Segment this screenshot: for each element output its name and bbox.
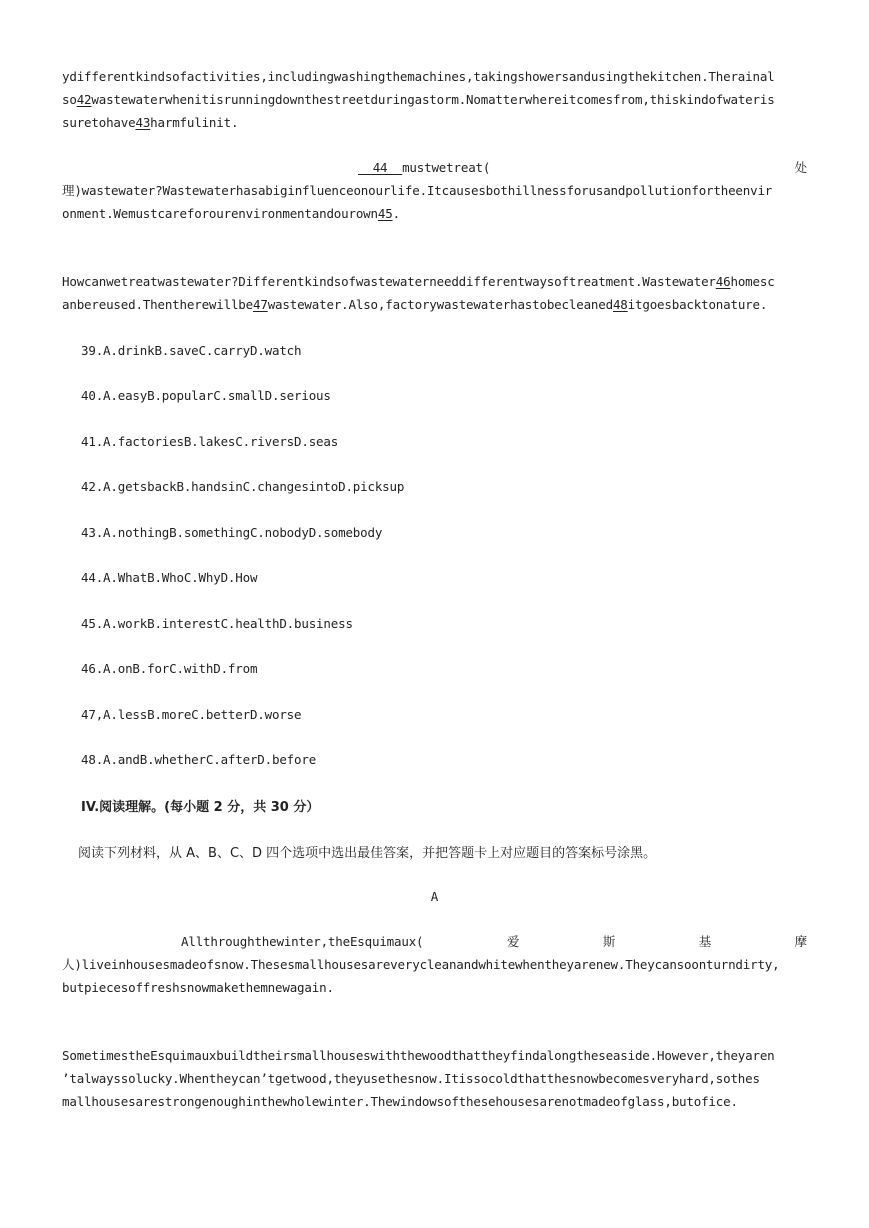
reading-a-p1-line1 xyxy=(62,931,807,954)
blank-45: 45 xyxy=(377,206,393,221)
option-43: 43.A.nothingB.somethingC.nobodyD.somebody xyxy=(81,525,383,540)
option-46: 46.A.onB.forC.withD.from xyxy=(81,661,258,676)
text: itgoesbacktonature. xyxy=(627,297,768,312)
text: Howcanwetreatwastewater?Differentkindsofwastewaterneeddifferentwaysoftreatment.Wastewater xyxy=(62,274,716,289)
option-45: 45.A.workB.interestC.healthD.business xyxy=(81,616,353,631)
text: onment.Wemustcareforourenvironmentandourown xyxy=(62,206,378,221)
reading-a-p2-line3: mallhousesarestrongenoughinthewholewinter.Thewindowsofthesehousesarenotmadeofglass,butofice. xyxy=(62,1094,738,1109)
option-44: 44.A.WhatB.WhoC.WhyD.How xyxy=(81,570,258,585)
cjk-char: 摩 xyxy=(794,934,807,949)
reading-a-p1-line1-text: Allthroughthewinter,theEsquimaux( xyxy=(181,934,424,949)
blank-42: 42 xyxy=(76,92,92,107)
blank-44: __44__ xyxy=(358,160,403,175)
cjk-char: 处 xyxy=(794,160,807,175)
text: wastewaterwhenitisrunningdownthestreetduringastorm.Nomatterwhereitcomesfrom,thiskindofwateris xyxy=(91,92,775,107)
text: anbereused.Thentherewillbe xyxy=(62,297,253,312)
cjk-char: 基 xyxy=(698,934,712,949)
section-heading: IV.阅读理解。(每小题 2 分，共 30 分） xyxy=(81,800,320,815)
cloze-p2-line1-text xyxy=(62,157,490,180)
reading-a-p1-line3: butpiecesoffreshsnowmakethemnewagain. xyxy=(62,980,334,995)
cloze-p1-line1: ydifferentkindsofactivities,includingwashingthemachines,takingshowersandusingthekitchen.Therainal xyxy=(62,69,775,84)
cloze-p2-line3 xyxy=(62,203,807,226)
option-47: 47,A.lessB.moreC.betterD.worse xyxy=(81,707,302,722)
option-48: 48.A.andB.whetherC.afterD.before xyxy=(81,752,317,767)
cjk-char: 斯 xyxy=(602,934,616,949)
blank-43: 43 xyxy=(135,115,151,130)
cjk-char: 爱 xyxy=(506,934,520,949)
cloze-p3-line2 xyxy=(62,294,807,317)
option-42: 42.A.getsbackB.handsinC.changesintoD.picksup xyxy=(81,479,405,494)
text: wastewater.Also,factorywastewaterhastobecleaned xyxy=(267,297,613,312)
text: homesc xyxy=(730,274,775,289)
text: so xyxy=(62,92,77,107)
reading-a-p2-line1: SometimestheEsquimauxbuildtheirsmallhouseswiththewoodthattheyfindalongtheseaside.However,theyaren xyxy=(62,1048,775,1063)
cloze-p3-line1 xyxy=(62,271,807,294)
blank-47: 47 xyxy=(253,297,268,312)
text: harmfulinit. xyxy=(150,115,239,130)
cloze-p2-line1 xyxy=(62,157,807,180)
reading-a-p1-line2: 人)liveinhousesmadeofsnow.Thesesmallhousesareverycleanandwhitewhentheyarenew.Theycansoonturndirty, xyxy=(62,957,780,972)
text: . xyxy=(392,206,400,221)
section-instruction: 阅读下列材料，从 A、B、C、D 四个选项中选出最佳答案，并把答题卡上对应题目的答案标号涂黑。 xyxy=(78,846,657,861)
cloze-p1-line2 xyxy=(62,89,807,112)
option-39: 39.A.drinkB.saveC.carryD.watch xyxy=(81,343,302,358)
blank-48: 48 xyxy=(612,297,628,312)
text: mustwetreat( xyxy=(402,160,491,175)
passage-label: A xyxy=(430,889,439,904)
option-40: 40.A.easyB.popularC.smallD.serious xyxy=(81,388,331,403)
cloze-p2-line2: 理)wastewater?Wastewaterhasabiginfluenceonourlife.Itcausesbothillnessforusandpollutionfortheenvir xyxy=(62,183,773,198)
option-41: 41.A.factoriesB.lakesC.riversD.seas xyxy=(81,434,339,449)
text: suretohave xyxy=(62,115,136,130)
cloze-p1-line3 xyxy=(62,112,807,135)
reading-a-p2-line2: ’talwayssolucky.Whentheycan’tgetwood,theyusethesnow.Itissocoldthatthesnowbecomesveryhard,sothes xyxy=(62,1071,760,1086)
blank-46: 46 xyxy=(715,274,731,289)
